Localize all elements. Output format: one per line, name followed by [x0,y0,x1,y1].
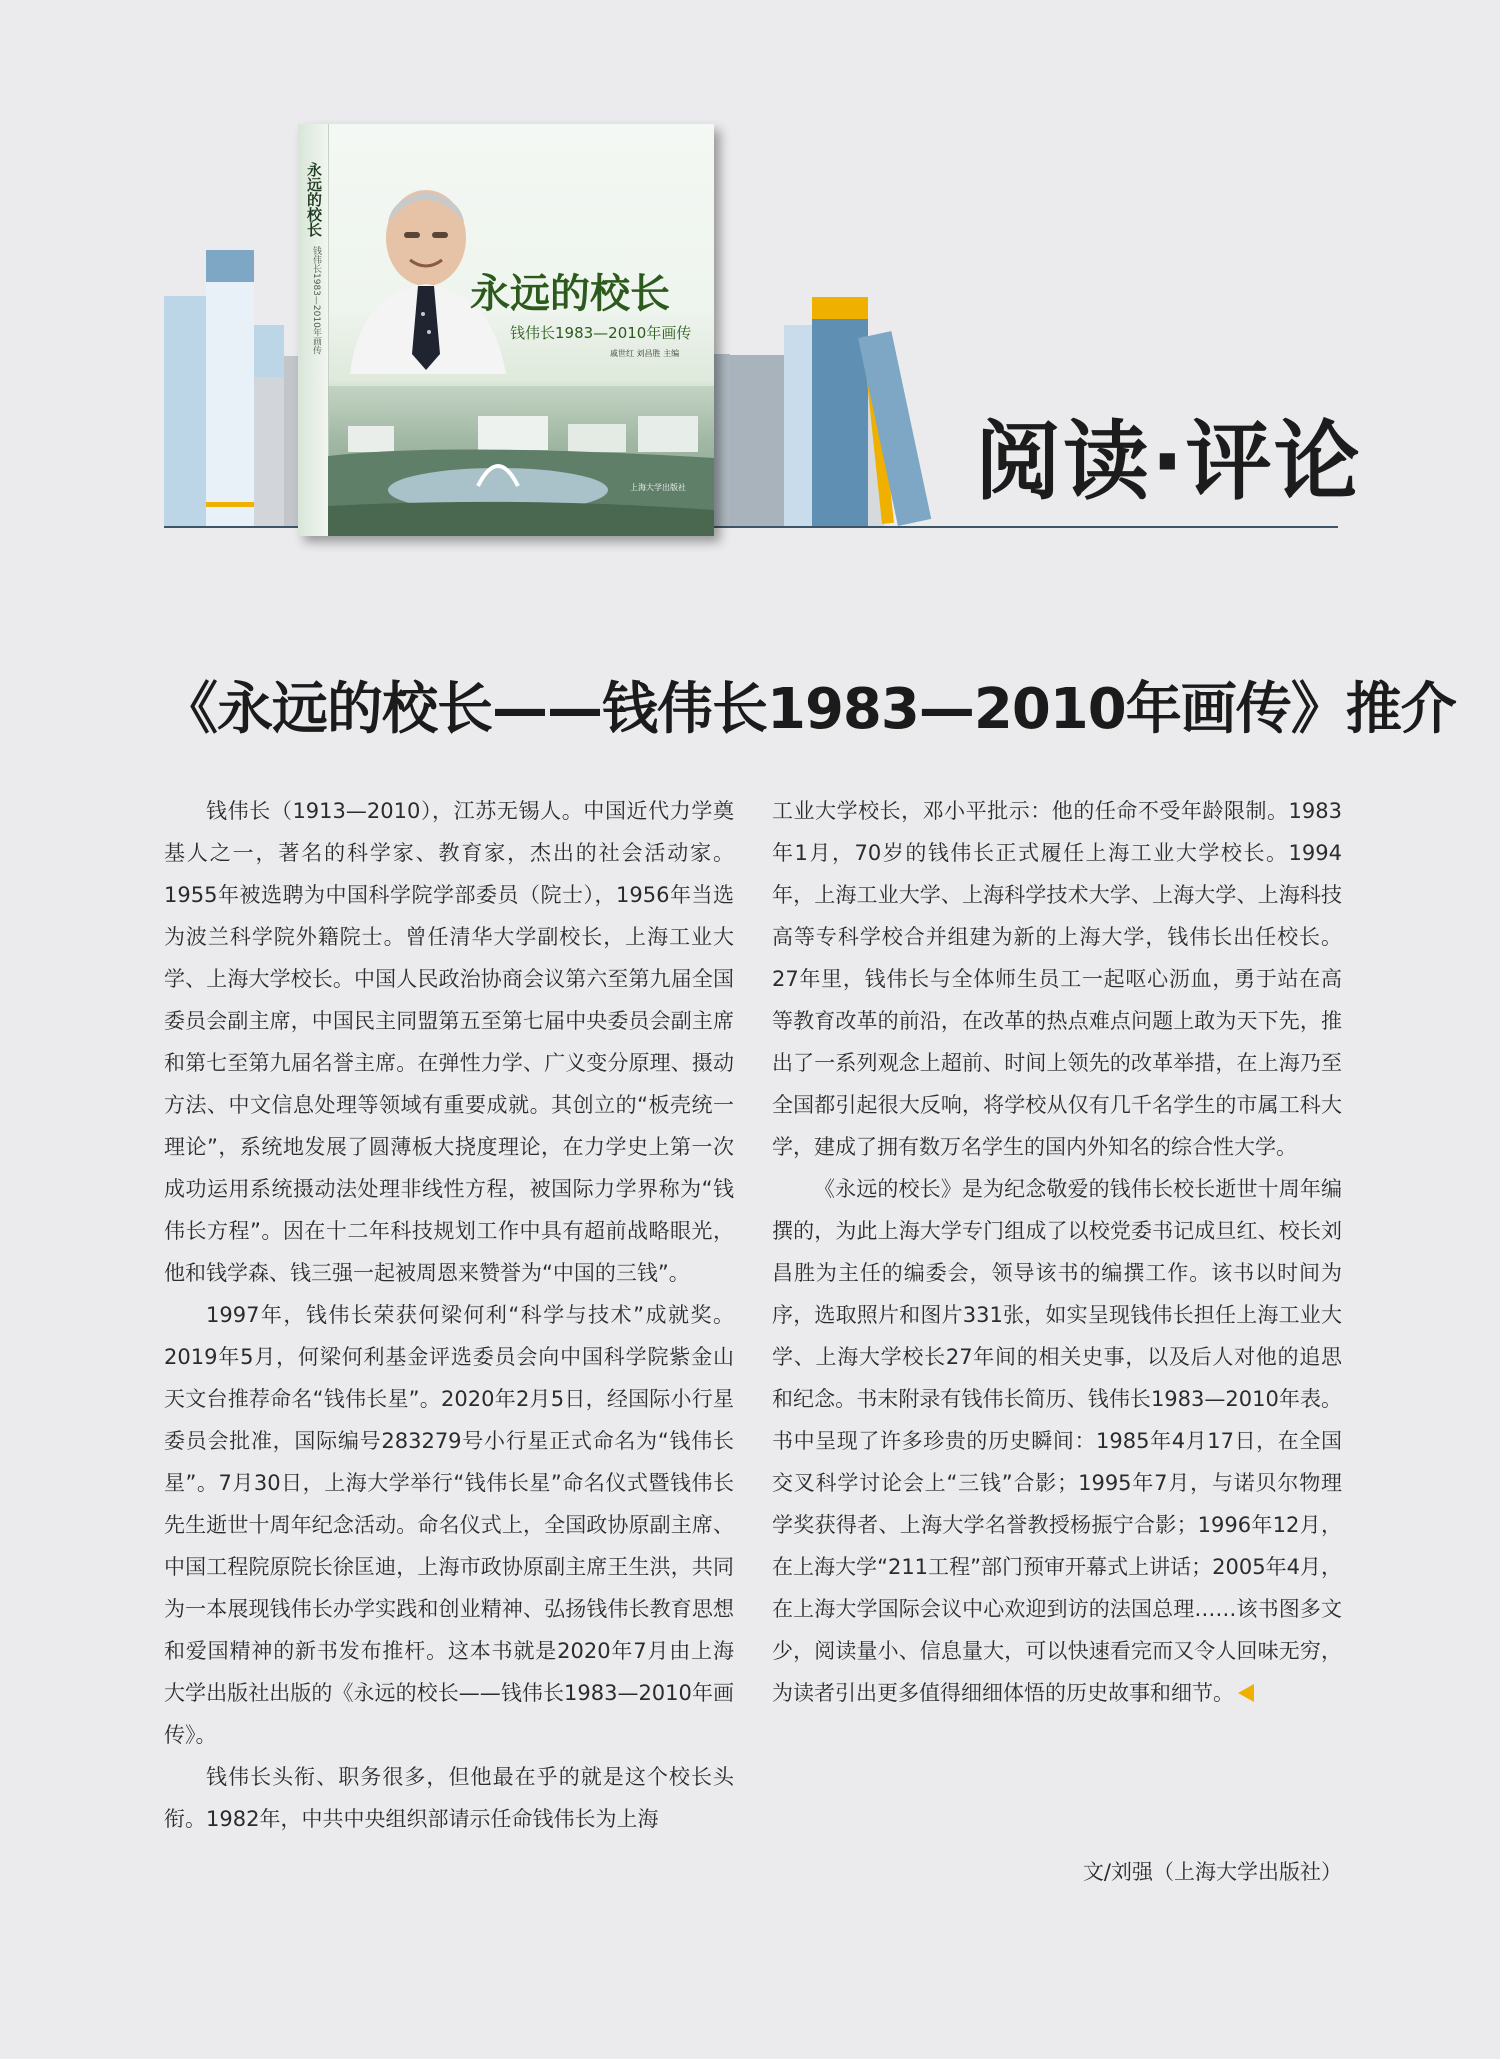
paragraph: 工业大学校长，邓小平批示：他的任命不受年龄限制。1983年1月，70岁的钱伟长正式履任上海工业大学校长。1994年，上海工业大学、上海科学技术大学、上海大学、上海科技高等专科学校合并组建为新的上海大学，钱伟长出任校长。27年里，钱伟长与全体师生员工一起呕心沥血，勇于站在高等教育改革的前沿，在改革的热点难点问题上敢为天下先，推出了一系列观念上超前、时间上领先的改革举措，在上海乃至全国都引起很大反响，将学校从仅有几千名学生的市属工科大学，建成了拥有数万名学生的国内外知名的综合性大学。 [772,799,1342,1159]
end-of-article-icon [1238,1684,1254,1702]
book-spine-decoration [206,502,254,507]
paragraph: 1997年，钱伟长荣获何梁何利“科学与技术”成就奖。2019年5月，何梁何利基金评选委员会向中国科学院紫金山天文台推荐命名“钱伟长星”。2020年2月5日，经国际小行星委员会批准，国际编号283279号小行星正式命名为“钱伟长星”。7月30日，上海大学举行“钱伟长星”命名仪式暨钱伟长先生逝世十周年纪念活动。命名仪式上，全国政协原副主席、中国工程院原院长徐匡迪，上海市政协原副主席王生洪，共同为一本展现钱伟长办学实践和创业精神、弘扬钱伟长教育思想和爱国精神的新书发布推杆。这本书就是2020年7月由上海大学出版社出版的《永远的校长——钱伟长1983—2010年画传》。 [164,1303,734,1747]
article-title: 《永远的校长——钱伟长1983—2010年画传》推介 [162,677,1456,742]
book-spine-decoration [254,325,284,526]
book-spine-decoration [730,355,784,526]
book-cover-image [298,124,714,536]
paragraph [772,1168,1342,1714]
book-spine-decoration [812,297,868,526]
cover-title: 永远的校长 [470,270,670,317]
spine-subtitle: 钱伟长1983—2010年画传 [311,246,321,355]
cover-publisher: 上海大学出版社 [630,483,686,492]
paragraph: 钱伟长（1913—2010），江苏无锡人。中国近代力学奠基人之一，著名的科学家、教育家，杰出的社会活动家。1955年被选聘为中国科学院学部委员（院士），1956年当选为波兰科学院外籍院士。曾任清华大学副校长，上海工业大学、上海大学校长。中国人民政治协商会议第六至第九届全国委员会副主席，中国民主同盟第五至第七届中央委员会副主席和第七至第九届名誉主席。在弹性力学、广义变分原理、摄动方法、中文信息处理等领域有重要成就。其创立的“板壳统一理论”，系统地发展了圆薄板大挠度理论，在力学史上第一次成功运用系统摄动法处理非线性方程，被国际力学界称为“钱伟长方程”。因在十二年科技规划工作中具有超前战略眼光，他和钱学森、钱三强一起被周恩来赞誉为“中国的三钱”。 [164,799,734,1285]
article-column-left [164,790,734,1840]
author-byline: 文/刘强（上海大学出版社） [1082,1860,1342,1884]
article-column-right [772,790,1342,1714]
cover-subtitle: 钱伟长1983—2010年画传 [510,324,692,342]
section-label: 阅读·评论 [975,412,1362,512]
book-spine-decoration [206,250,254,526]
cover-editors: 戚世红 刘昌胜 主编 [610,349,680,358]
cover-spine [298,124,329,536]
paragraph-text: 《永远的校长》是为纪念敬爱的钱伟长校长逝世十周年编撰的，为此上海大学专门组成了以校党委书记成旦红、校长刘昌胜为主任的编委会，领导该书的编撰工作。该书以时间为序，选取照片和图片331张，如实呈现钱伟长担任上海工业大学、上海大学校长27年间的相关史事，以及后人对他的追思和纪念。书末附录有钱伟长简历、钱伟长1983—2010年表。书中呈现了许多珍贵的历史瞬间：1985年4月17日，在全国交叉科学讨论会上“三钱”合影；1995年7月，与诺贝尔物理学奖获得者、上海大学名誉教授杨振宁合影；1996年12月，在上海大学“211工程”部门预审开幕式上讲话；2005年4月，在上海大学国际会议中心欢迎到访的法国总理……该书图多文少，阅读量小、信息量大，可以快速看完而又令人回味无穷，为读者引出更多值得细细体悟的历史故事和细节。 [772,1177,1342,1705]
book-spine-decoration [714,354,730,526]
campus-photo [328,386,714,536]
paragraph: 钱伟长头衔、职务很多，但他最在乎的就是这个校长头衔。1982年，中共中央组织部请示任命钱伟长为上海 [164,1765,734,1831]
book-spine-decoration [784,325,812,526]
book-spine-decoration [164,296,208,526]
spine-title: 永远的校长 [305,162,323,237]
